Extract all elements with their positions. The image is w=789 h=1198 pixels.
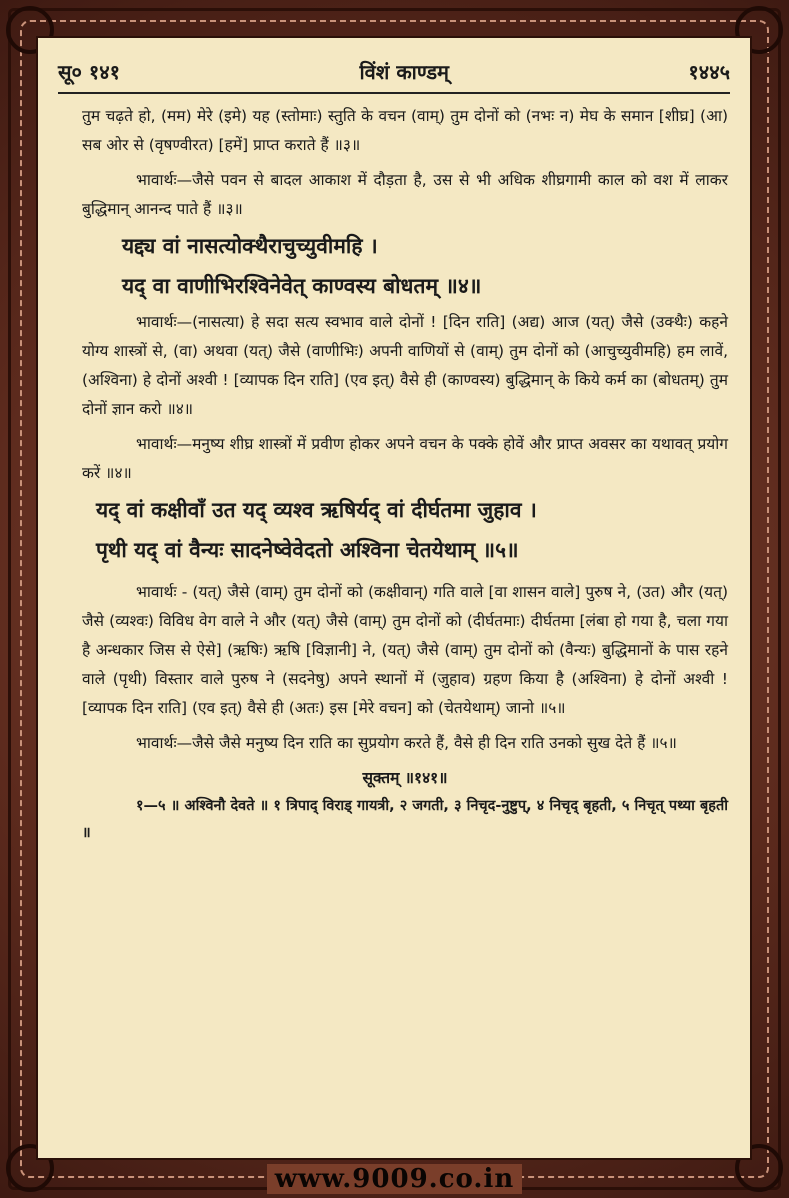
bhavartha-paragraph: भावार्थः—जैसे पवन से बादल आकाश में दौड़ता है, उस से भी अधिक शीघ्रगामी काल को वश में लाकर बुद्धिमान् आनन्द पाते हैं ॥३॥ — [82, 171, 728, 218]
page-header — [58, 56, 730, 86]
commentary-paragraph: भावार्थः—(नासत्या) हे सदा सत्य स्वभाव वाले दोनों ! [दिन राति] (अद्य) आज (यत्) जैसे (उक्थैः) कहने योग्य शास्त्रों से, (वा) अथवा (यत्) जैसे (वाणीभिः) अपनी वाणियों से (वाम्) तुम दोनों को (आचुच्युवीमहि) हम लावें, (अश्विना) हे दोनों अश्वी ! [व्यापक दिन राति] (एव इत्) वैसे ही (काण्वस्य) बुद्धिमान् के किये कर्म का (बोधतम्) तुम दोनों ज्ञान करो ॥४॥ — [82, 313, 728, 418]
sukta-end-marker: सूक्तम् ॥१४१॥ — [362, 769, 448, 787]
page-content — [82, 102, 728, 847]
mantra-line: यद् वां कक्षीवाँ उत यद् व्यश्व ऋषिर्यद् वां दीर्घतमा जुहाव । — [96, 498, 537, 522]
commentary-paragraph: भावार्थः - (यत्) जैसे (वाम्) तुम दोनों को (कक्षीवान्) गति वाले [वा शासन वाले] पुरुष ने, (उत) और (यत्) जैसे (व्यश्वः) विविध वेग वाले ने और (यत्) जैसे (वाम्) तुम दोनों को (दीर्घतमाः) दीर्घतमा [लंबा हो गया है, चला गया है अन्धकार जिस से ऐसे] (ऋषिः) ऋषि [विज्ञानी] ने, (यत्) जैसे (वाम्) तुम दोनों को (वैन्यः) बुद्धिमानों के पास रहने वाले (पृथी) विस्तार वाले पुरुष ने (सदनेषु) अपने स्थानों में (जुहाव) ग्रहण किया है (अश्विना) हे दोनों अश्वी ! [व्यापक दिन राति] (एव इत्) वैसे ही (अतः) इस [मेरे वचन] को (चेतयेथाम्) जानो ॥५॥ — [82, 583, 728, 717]
mantra-line: यद्द्य वां नासत्योक्थैराचुच्युवीमहि । — [122, 234, 378, 258]
header-divider — [58, 92, 730, 94]
kanda-title: विंशं काण्डम् — [359, 59, 450, 84]
footer — [0, 1160, 789, 1198]
bhavartha-paragraph: भावार्थः—मनुष्य शीघ्र शास्त्रों में प्रवीण होकर अपने वचन के पक्के होवें और प्राप्त अवसर का यथावत् प्रयोग करें ॥४॥ — [82, 435, 728, 482]
mantra-line: पृथी यद् वां वैन्यः सादनेष्वेवेदतो अश्विना चेतयेथाम् ॥५॥ — [96, 538, 519, 562]
sukta-number: सू० १४१ — [58, 59, 121, 84]
scripture-page — [36, 36, 752, 1160]
website-watermark[interactable]: www.9009.co.in — [267, 1164, 523, 1194]
bhavartha-paragraph: भावार्थः—जैसे जैसे मनुष्य दिन राति का सुप्रयोग करते हैं, वैसे ही दिन राति उनको सुख देते हैं ॥५॥ — [136, 734, 677, 752]
page-number: १४४५ — [688, 59, 730, 84]
mantra-line: यद् वा वाणीभिरश्विनेवेत् काण्वस्य बोधतम् ॥४॥ — [122, 274, 482, 298]
footnote: १—५ ॥ अश्विनौ देवते ॥ १ त्रिपाद् विराड् गायत्री, २ जगती, ३ निचृद-नुष्टुप्, ४ निचृद् बृहती, ५ निचृत् पथ्या बृहती ॥ — [82, 798, 728, 841]
commentary-paragraph: तुम चढ़ते हो, (मम) मेरे (इमे) यह (स्तोमाः) स्तुति के वचन (वाम्) तुम दोनों को (नभः न) मेघ के समान [शीघ्र] (आ) सब ओर से (वृषण्वीरत) [हमें] प्राप्त कराते हैं ॥३॥ — [82, 107, 728, 154]
